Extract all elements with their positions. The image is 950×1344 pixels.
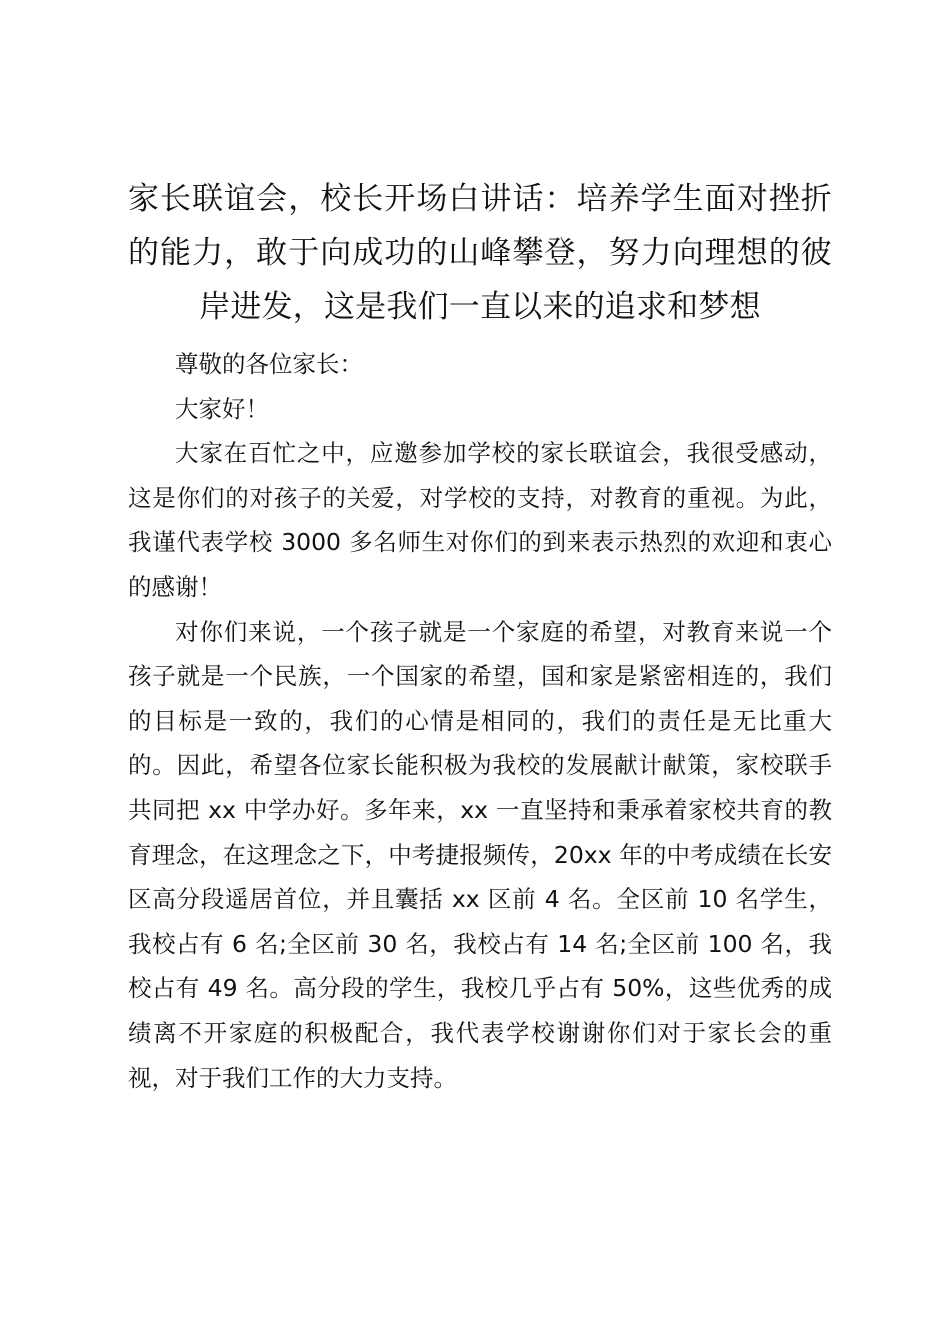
- salutation: 尊敬的各位家长：: [175, 350, 363, 378]
- body-paragraph-welcome: 大家在百忙之中，应邀参加学校的家长联谊会，我很受感动，这是你们的对孩子的关爱，对学校的支持，对教育的重视。为此，我谨代表学校 3000 多名师生对你们的到来表示热烈的欢迎和衷心的感谢！: [128, 439, 832, 601]
- document-page: [128, 172, 832, 1100]
- body-paragraph-achievements: 对你们来说，一个孩子就是一个家庭的希望，对教育来说一个孩子就是一个民族，一个国家的希望，国和家是紧密相连的，我们的目标是一致的，我们的心情是相同的，我们的责任是无比重大的。因此，希望各位家长能积极为我校的发展献计献策，家校联手共同把 xx 中学办好。多年来，xx 一直坚持和秉承着家校共育的教育理念，在这理念之下，中考捷报频传，20xx 年的中考成绩在长安区高分段遥居首位，并且囊括 xx 区前 4 名。全区前 10 名学生，我校占有 6 名;全区前 30 名，我校占有 14 名;全区前 100 名，我校占有 49 名。高分段的学生，我校几乎占有 50%，这些优秀的成绩离不开家庭的积极配合，我代表学校谢谢你们对于家长会的重视，对于我们工作的大力支持。: [128, 617, 832, 1092]
- document-title: 家长联谊会，校长开场白讲话：培养学生面对挫折的能力，敢于向成功的山峰攀登，努力向理想的彼岸进发，这是我们一直以来的追求和梦想: [128, 181, 832, 325]
- greeting: 大家好！: [175, 394, 269, 423]
